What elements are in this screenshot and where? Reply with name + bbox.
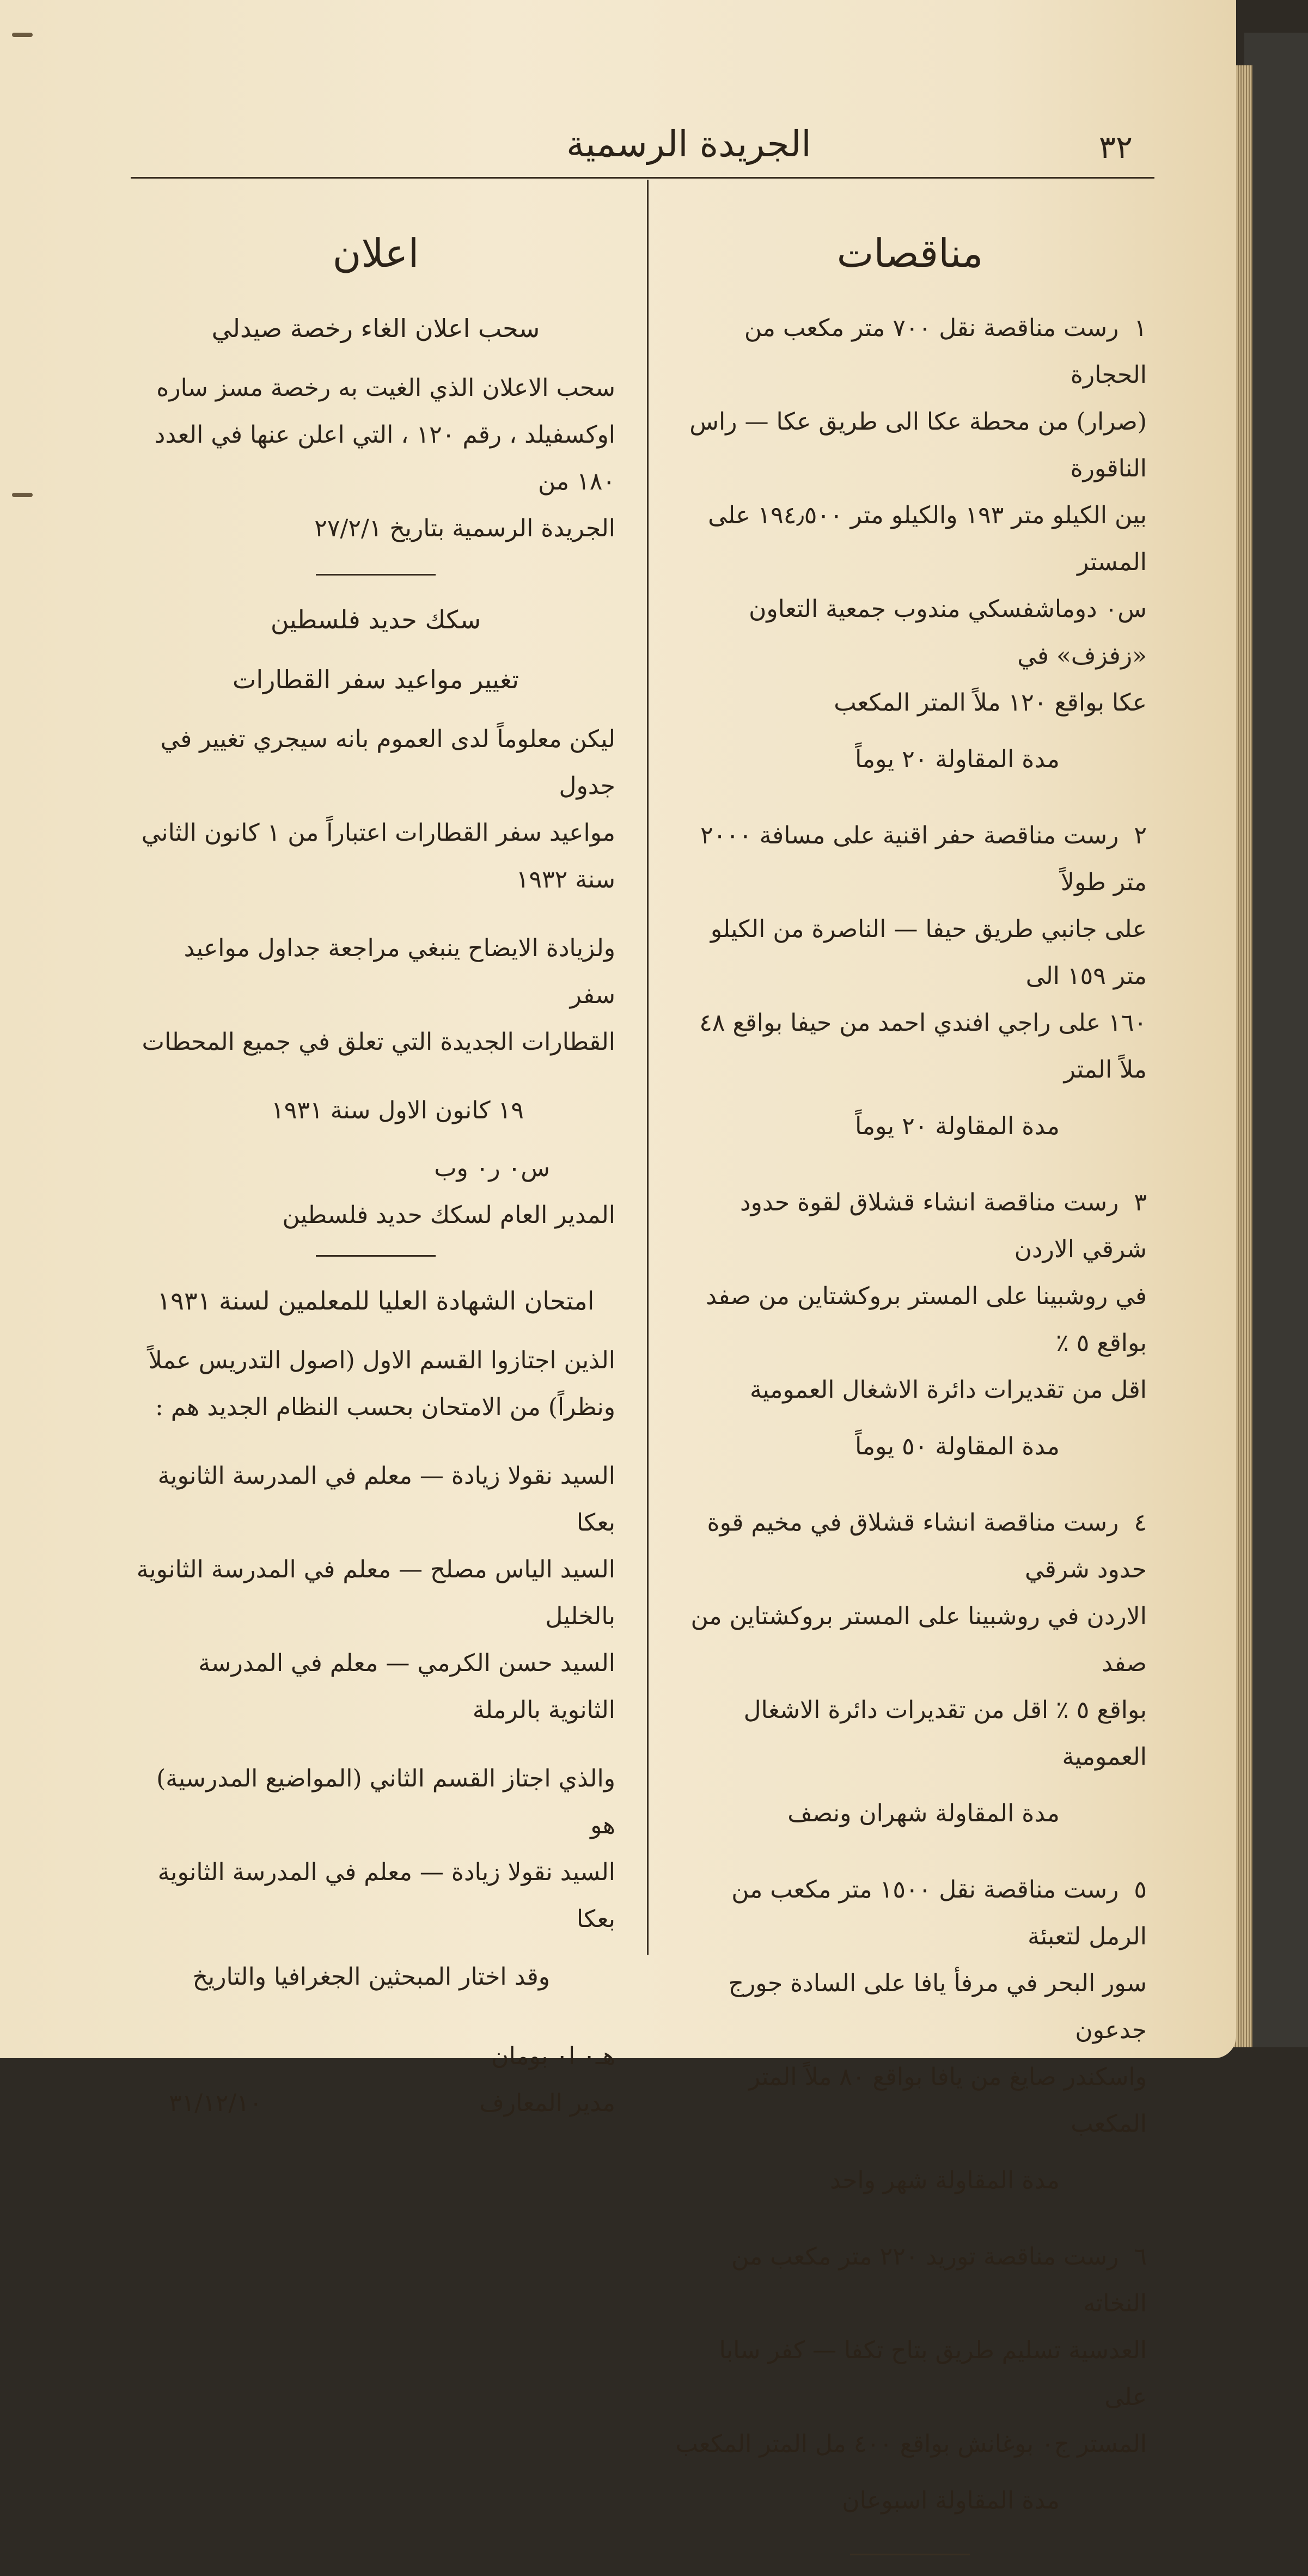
list-item: السيد نقولا زيادة — معلم في المدرسة الثانوية بعكا (157, 1858, 615, 1933)
text-line (673, 812, 1147, 906)
item-number: ٥ (1134, 1876, 1147, 1904)
tender-item (673, 1500, 1147, 1837)
notice-body (136, 365, 615, 552)
contract-duration: مدة المقاولة شهر واحد (830, 2167, 1060, 2194)
tender-item (673, 305, 1147, 783)
signatory: هـ٠ ا٠ بومان (491, 2042, 615, 2070)
tender-list (673, 305, 1147, 2555)
text-line: مواعيد سفر القطارات اعتباراً من ١ كانون الثاني (141, 819, 615, 847)
binding-mark (12, 493, 33, 497)
contract-duration: مدة المقاولة ٥٠ يوماً (855, 1433, 1060, 1460)
text-line: اوكسفيلد ، رقم ١٢٠ ، التي اعلن عنها في العدد ١٨٠ من (154, 421, 615, 495)
signatory-title: مدير المعارف (479, 2089, 615, 2117)
signatory-title: المدير العام لسكك حديد فلسطين (282, 1201, 615, 1229)
page-number: ٣٢ (1098, 129, 1133, 166)
list-item: السيد الياس مصلح — معلم في المدرسة الثانوية بالخليل (136, 1556, 615, 1630)
text-line: الذين اجتازوا القسم الاول (اصول التدريس عملاً (148, 1347, 615, 1374)
section-divider (850, 2554, 970, 2555)
text-line: بواقع ٥ ٪ اقل من تقديرات دائرة الاشغال العمومية (743, 1696, 1147, 1771)
text-line: على جانبي طريق حيفا — الناصرة من الكيلو متر ١٥٩ الى (710, 915, 1147, 990)
notice-date: ١٩ كانون الاول سنة ١٩٣١ (271, 1097, 524, 1124)
page-title: الجريدة الرسمية (566, 123, 811, 165)
text-line: عكا بواقع ١٢٠ ملاً المتر المكعب (834, 689, 1147, 717)
contract-duration: مدة المقاولة ٢٠ يوماً (855, 745, 1060, 773)
text-line: وقد اختار المبحثين الجغرافيا والتاريخ (192, 1963, 550, 1991)
item-text: رست مناقصة انشاء قشلاق لقوة حدود شرقي الاردن (739, 1189, 1147, 1263)
tender-item (673, 1867, 1147, 2204)
section-divider (316, 574, 436, 576)
item-number: ٤ (1134, 1509, 1147, 1537)
text-line (673, 2234, 1147, 2327)
text-line: ١٦٠ على راجي افندي احمد من حيفا بواقع ٤٨ ملاً المتر (699, 1009, 1147, 1084)
list-item: السيد حسن الكرمي — معلم في المدرسة الثانوية بالرملة (198, 1649, 615, 1724)
text-line (673, 1867, 1147, 1960)
item-text: رست مناقصة حفر اقنية على مسافة ٢٠٠٠ متر طولاً (700, 822, 1147, 896)
section-divider (316, 1255, 436, 1257)
notice-date: ٣١/١٢/١٠ (169, 2089, 262, 2117)
tenders-column (673, 223, 1147, 2576)
text-line: واسكندر صايغ من يافا بواقع ٨٠ ملاً المتر المكعب (748, 2063, 1147, 2138)
text-line: ليكن معلوماً لدى العموم بانه سيجري تغيير في جدول (160, 725, 615, 800)
text-line: ولزيادة الايضاح ينبغي مراجعة جداول مواعيد سفر (184, 934, 615, 1009)
text-line: سنة ١٩٣٢ (516, 866, 615, 894)
tender-item (673, 812, 1147, 1150)
item-number: ٦ (1134, 2243, 1147, 2271)
binding-mark (12, 33, 33, 37)
text-line: س٠ دوماشفسكي مندوب جمعية التعاون «زفزف» في (749, 595, 1147, 670)
contract-duration: مدة المقاولة شهران ونصف (787, 1800, 1060, 1827)
tender-item (673, 2234, 1147, 2524)
text-line: بين الكيلو متر ١٩٣ والكيلو متر ١٩٤٫٥٠٠ على المستر (708, 501, 1147, 576)
signature-block (136, 2033, 615, 2127)
text-line (673, 305, 1147, 399)
column-divider (647, 180, 649, 1955)
passed-list (136, 1453, 615, 1734)
notice-title: امتحان الشهادة العليا للمعلمين لسنة ١٩٣١ (157, 1286, 595, 1315)
item-number: ١ (1134, 314, 1147, 342)
book-cover (1244, 33, 1308, 2047)
signatory: س٠ ر٠ وب (434, 1154, 550, 1182)
list-item: السيد نقولا زيادة — معلم في المدرسة الثانوية بعكا (157, 1462, 615, 1537)
text-line (673, 1179, 1147, 1273)
signatory-group (479, 2033, 615, 2127)
notice-subtitle: تغيير مواعيد سفر القطارات (233, 665, 519, 694)
announcements-heading: اعلان (332, 230, 419, 276)
notice-body (136, 1337, 615, 1431)
item-number: ٣ (1134, 1189, 1147, 1216)
text-line: ونظراً) من الامتحان بحسب النظام الجديد هم : (155, 1393, 615, 1421)
text-line: والذي اجتاز القسم الثاني (المواضيع المدرسية) هو (156, 1765, 615, 1839)
text-line: الجريدة الرسمية بتاريخ ٢٧/٢/١ (314, 515, 615, 542)
text-line: القطارات الجديدة التي تعلق في جميع المحطات (142, 1028, 615, 1056)
text-line: سور البحر في مرفأ يافا على السادة جورج جدعون (728, 1969, 1147, 2044)
text-line: (صرار) من محطة عكا الى طريق عكا — راس الناقورة (689, 408, 1147, 482)
tenders-heading: مناقصات (836, 230, 983, 276)
contract-duration: مدة المقاولة ٢٠ يوماً (855, 1112, 1060, 1140)
notice-body (136, 716, 615, 903)
item-text: رست مناقصة توريد ٢٢٠ متر مكعب من النخاته (731, 2243, 1147, 2317)
text-line: العدسية تسليم طريق بتاح تكفا — كفر سابا على (719, 2336, 1147, 2411)
text-line: اقل من تقديرات دائرة الاشغال العمومية (750, 1376, 1147, 1404)
text-line (673, 1500, 1147, 1593)
notice-title: سكك حديد فلسطين (270, 605, 481, 634)
text-line: في روشبينا على المستر بروكشتاين من صفد بواقع ٥ ٪ (706, 1282, 1147, 1357)
notice-title: سحب اعلان الغاء رخصة صيدلي (211, 314, 540, 343)
tender-item (673, 1179, 1147, 1470)
item-number: ٢ (1134, 822, 1147, 849)
text-line: المستر ج٠ بوغانش بواقع ٤٠٠ مل المتر المكعب (675, 2430, 1147, 2458)
contract-duration: مدة المقاولة اسبوعان (842, 2487, 1060, 2514)
announcements-column (136, 223, 615, 2127)
item-text: رست مناقصة انشاء قشلاق في مخيم قوة حدود شرقي (707, 1509, 1147, 1583)
item-text: رست مناقصة نقل ٧٠٠ متر مكعب من الحجارة (744, 314, 1147, 389)
text-line: الاردن في روشبينا على المستر بروكشتاين من صفد (690, 1602, 1147, 1677)
text-line: سحب الاعلان الذي الغيت به رخصة مسز ساره (156, 374, 615, 402)
notice-body (136, 925, 615, 1066)
header-rule (131, 177, 1154, 179)
item-text: رست مناقصة نقل ١٥٠٠ متر مكعب من الرمل لتعبئة (731, 1876, 1147, 1950)
